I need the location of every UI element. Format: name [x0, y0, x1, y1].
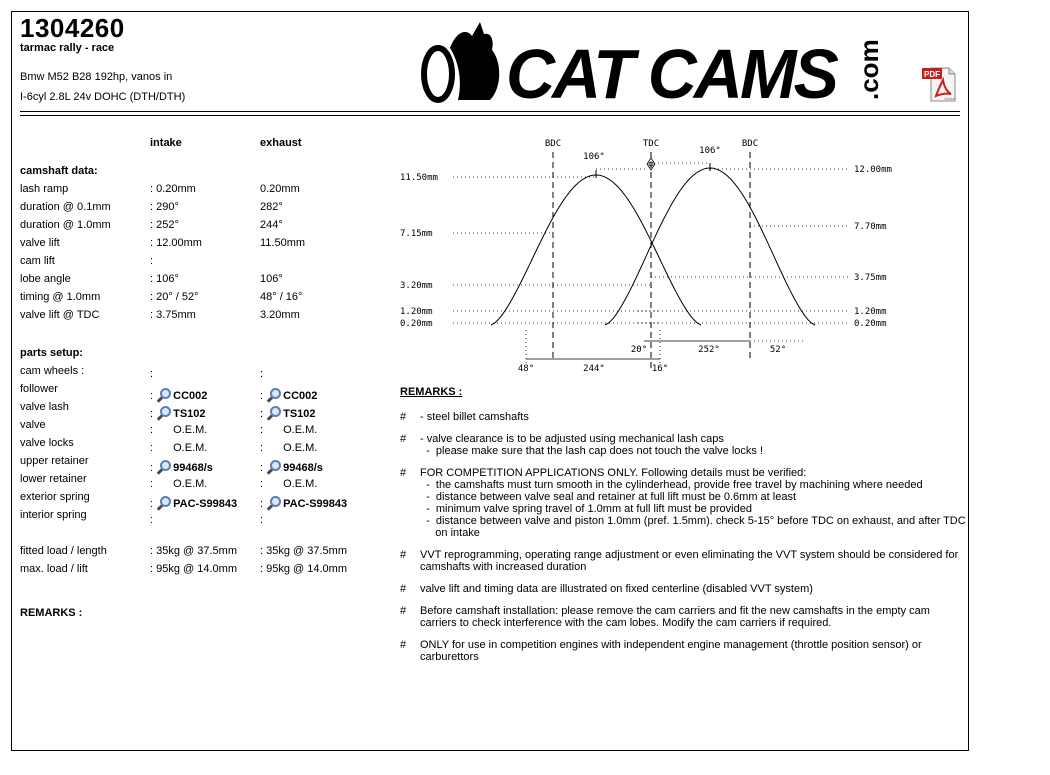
header-divider	[20, 111, 960, 112]
part-value: O.E.M.	[283, 478, 318, 490]
magnifier-icon[interactable]	[156, 388, 169, 401]
left-lift-label: 11.50mm	[400, 173, 438, 183]
exhaust-lift-curve	[491, 175, 701, 325]
exhaust-duration-label: 244°	[583, 364, 605, 374]
part-row-exhaust: :	[260, 368, 264, 380]
part-value: O.E.M.	[173, 424, 208, 436]
part-row-exhaust: :	[260, 514, 267, 526]
remark-bullet: #	[400, 549, 407, 561]
left-lift-label: 3.20mm	[400, 281, 433, 291]
part-row-label: valve locks	[20, 437, 74, 449]
right-lift-label: 0.20mm	[854, 319, 887, 329]
remark-item	[400, 605, 965, 629]
load-row-intake: : 35kg @ 37.5mm	[150, 545, 237, 557]
remark-item	[400, 411, 965, 423]
cam-row-exhaust: 282°	[260, 201, 283, 213]
right-lift-label: 7.70mm	[854, 222, 887, 232]
remark-line: VVT reprogramming, operating range adjustment or even eliminating the VVT system should be considered for	[420, 549, 959, 561]
magnifier-icon[interactable]	[156, 406, 169, 419]
part-row-intake: : O.E.M.	[150, 424, 208, 436]
part-number-link[interactable]: PAC-S99843	[173, 498, 238, 510]
remark-line: ONLY for use in competition engines with independent engine management (throttle position sensor) or	[420, 639, 922, 651]
cam-row-label: valve lift @ TDC	[20, 309, 100, 321]
part-row-label: valve	[20, 419, 46, 431]
right-lift-label: 1.20mm	[854, 307, 887, 317]
remark-line: - distance between valve seal and retainer at full lift must be 0.6mm at least	[420, 491, 797, 503]
cam-row-intake: : 20° / 52°	[150, 291, 199, 303]
header-divider-2	[20, 115, 960, 116]
cam-row-intake: : 290°	[150, 201, 179, 213]
part-row-label: valve lash	[20, 401, 69, 413]
part-row-exhaust: : O.E.M.	[260, 478, 318, 490]
remark-line: - the camshafts must turn smooth in the cylinderhead, provide free travel by machining where needed	[420, 479, 923, 491]
cam-row-intake: : 252°	[150, 219, 179, 231]
position-marker-label: BDC	[544, 139, 562, 149]
part-number-link[interactable]: 99468/s	[283, 462, 323, 474]
part-number: 1304260	[20, 13, 125, 43]
remarks-title: REMARKS :	[400, 386, 463, 398]
part-number-link[interactable]: CC002	[173, 390, 208, 402]
remark-line: Before camshaft installation: please remove the cam carriers and fit the new camshafts in the empty cam	[420, 605, 930, 617]
cam-row-exhaust: 11.50mm	[260, 237, 306, 249]
left-lift-label: 1.20mm	[400, 307, 433, 317]
left-remarks-title: REMARKS :	[20, 607, 83, 619]
cam-row-intake: : 3.75mm	[150, 309, 196, 321]
part-row-exhaust[interactable]: : TS102	[260, 408, 316, 420]
part-number-link[interactable]: PAC-S99843	[283, 498, 348, 510]
part-row-intake: :	[150, 368, 154, 380]
cam-row-exhaust: 244°	[260, 219, 283, 231]
part-row-label: exterior spring	[20, 491, 90, 503]
load-row-exhaust: : 35kg @ 37.5mm	[260, 545, 347, 557]
remark-line: - minimum valve spring travel of 1.0mm at full lift must be provided	[420, 503, 752, 515]
position-marker-label: TDC	[642, 139, 660, 149]
cam-row-label: timing @ 1.0mm	[20, 291, 101, 303]
part-row-label: upper retainer	[20, 455, 89, 467]
part-row-intake: : O.E.M.	[150, 478, 208, 490]
part-row-intake[interactable]: : PAC-S99843	[150, 498, 238, 510]
exhaust-column-header: exhaust	[260, 137, 302, 149]
part-row-intake: :	[150, 514, 157, 526]
remark-line: valve lift and timing data are illustrated on fixed centerline (disabled VVT system)	[420, 583, 813, 595]
part-row-label: cam wheels :	[20, 365, 85, 377]
remark-line: camshafts with increased duration	[420, 561, 587, 573]
part-row-intake[interactable]: : 99468/s	[150, 462, 213, 474]
logo-suffix: .com	[854, 39, 884, 100]
remark-bullet: #	[400, 411, 407, 423]
part-value: O.E.M.	[173, 442, 208, 454]
left-lift-label: 7.15mm	[400, 229, 433, 239]
right-lift-label: 3.75mm	[854, 273, 887, 283]
part-row-exhaust[interactable]: : PAC-S99843	[260, 498, 348, 510]
part-number-link[interactable]: TS102	[173, 408, 206, 420]
left-lift-label: 0.20mm	[400, 319, 433, 329]
remark-line: FOR COMPETITION APPLICATIONS ONLY. Following details must be verified:	[420, 467, 807, 479]
magnifier-icon[interactable]	[266, 406, 279, 419]
cam-row-exhaust: 106°	[260, 273, 283, 285]
cam-row-label: duration @ 0.1mm	[20, 201, 111, 213]
part-row-label: follower	[20, 383, 58, 395]
remark-bullet: #	[400, 433, 407, 445]
logo-text: CAT CAMS	[506, 35, 839, 104]
position-marker-label: BDC	[741, 139, 759, 149]
remark-bullet: #	[400, 639, 407, 651]
parts-setup-title: parts setup:	[20, 347, 83, 359]
intake-duration-label: 252°	[698, 345, 720, 355]
logo-cam-lobe-outer	[424, 48, 452, 100]
part-number-link[interactable]: CC002	[283, 390, 318, 402]
cam-row-label: lobe angle	[20, 273, 71, 285]
magnifier-icon[interactable]	[266, 496, 279, 509]
cam-row-intake: : 0.20mm	[150, 183, 196, 195]
cam-row-intake: :	[150, 255, 154, 267]
remark-line: - valve clearance is to be adjusted using mechanical lash caps	[420, 433, 724, 445]
engine-description-line1: Bmw M52 B28 192hp, vanos in	[20, 71, 173, 83]
right-lift-label: 12.00mm	[854, 165, 892, 175]
cam-row-label: duration @ 1.0mm	[20, 219, 111, 231]
part-value: O.E.M.	[173, 478, 208, 490]
load-row-exhaust: : 95kg @ 14.0mm	[260, 563, 347, 575]
remark-bullet: #	[400, 583, 407, 595]
engine-description-line2: I-6cyl 2.8L 24v DOHC (DTH/DTH)	[20, 91, 186, 103]
exhaust-lobe-angle-label: 106°	[583, 152, 605, 162]
cat-cams-logo	[410, 18, 890, 104]
remark-line: carburettors	[420, 651, 479, 663]
remark-line: carriers to check interference with the cam lobes. Modify the cam carriers if required.	[420, 617, 832, 629]
remark-item	[400, 467, 965, 539]
part-row-label: interior spring	[20, 509, 87, 521]
magnifier-icon[interactable]	[156, 496, 169, 509]
magnifier-icon[interactable]	[156, 460, 169, 473]
cam-row-label: lash ramp	[20, 183, 69, 195]
part-row-exhaust: : O.E.M.	[260, 442, 318, 454]
pdf-brand: Adobe	[944, 96, 956, 101]
cam-row-intake: : 12.00mm	[150, 237, 202, 249]
load-row-intake: : 95kg @ 14.0mm	[150, 563, 237, 575]
part-row-intake: : O.E.M.	[150, 442, 208, 454]
load-row-label: fitted load / length	[20, 545, 107, 557]
remark-line: - steel billet camshafts	[420, 411, 529, 423]
magnifier-icon[interactable]	[266, 460, 279, 473]
exhaust-open-label: 48°	[517, 364, 535, 374]
part-value: O.E.M.	[283, 424, 318, 436]
remark-item	[400, 639, 965, 663]
remark-item	[400, 549, 965, 573]
part-number-link[interactable]: 99468/s	[173, 462, 213, 474]
remark-line: - distance between valve and piston 1.0mm (pref. 1.5mm). check 5-15° before TDC on exhaust, and after TDC	[420, 515, 966, 527]
remark-item	[400, 583, 965, 595]
cat-silhouette-icon	[450, 22, 499, 100]
remark-bullet: #	[400, 605, 407, 617]
remark-line: on intake	[420, 527, 480, 539]
part-row-intake[interactable]: : TS102	[150, 408, 206, 420]
subtitle: tarmac rally - race	[20, 42, 115, 54]
pdf-label: PDF	[924, 70, 940, 79]
part-number-link[interactable]: TS102	[283, 408, 316, 420]
part-row-exhaust[interactable]: : 99468/s	[260, 462, 323, 474]
cam-row-label: valve lift	[20, 237, 60, 249]
exhaust-close-label: 16°	[651, 364, 669, 374]
valve-lift-chart	[398, 130, 958, 380]
cam-row-intake: : 106°	[150, 273, 179, 285]
cam-row-exhaust: 48° / 16°	[260, 291, 303, 303]
remark-line: - please make sure that the lash cap does not touch the valve locks !	[420, 445, 764, 457]
intake-lobe-angle-label: 106°	[699, 146, 721, 156]
load-row-label: max. load / lift	[20, 563, 88, 575]
remark-bullet: #	[400, 467, 407, 479]
part-row-exhaust[interactable]: : CC002	[260, 390, 318, 402]
camshaft-data-title: camshaft data:	[20, 165, 98, 177]
intake-open-label: 20°	[630, 345, 648, 355]
intake-close-label: 52°	[769, 345, 787, 355]
cam-row-exhaust: 0.20mm	[260, 183, 300, 195]
magnifier-icon[interactable]	[266, 388, 279, 401]
cam-row-label: cam lift	[20, 255, 55, 267]
part-row-intake[interactable]: : CC002	[150, 390, 208, 402]
pdf-icon[interactable]	[922, 66, 956, 102]
intake-column-header: intake	[150, 137, 182, 149]
part-row-label: lower retainer	[20, 473, 87, 485]
remark-item	[400, 433, 965, 457]
part-value: O.E.M.	[283, 442, 318, 454]
part-row-exhaust: : O.E.M.	[260, 424, 318, 436]
cam-row-exhaust: 3.20mm	[260, 309, 300, 321]
intake-lift-curve	[605, 168, 815, 325]
